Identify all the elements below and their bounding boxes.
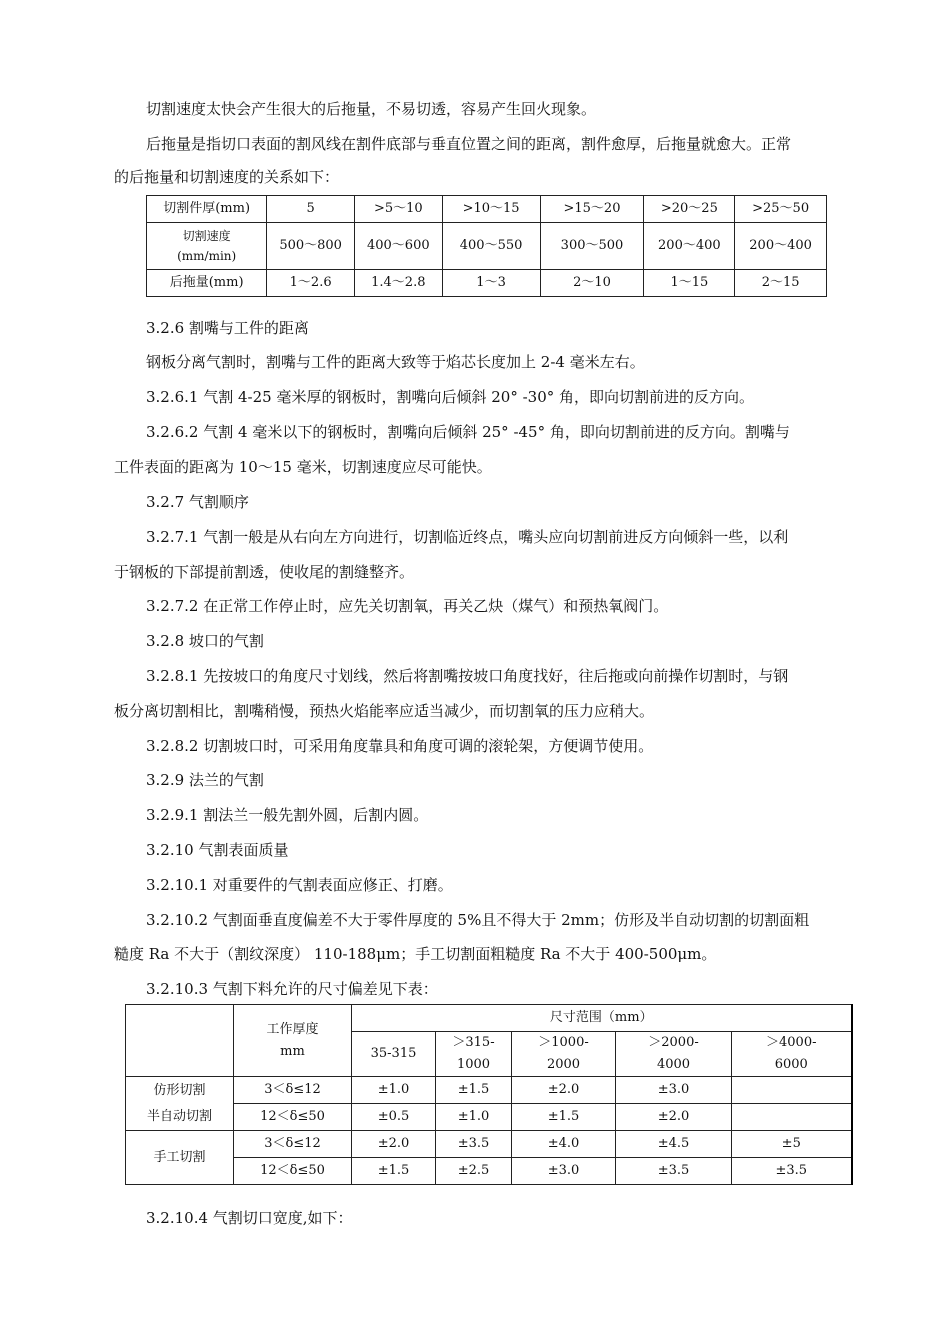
paragraph: 工件表面的距离为 10～15 毫米，切割速度应尽可能快。 (114, 458, 492, 476)
paragraph: 糙度 Ra 不大于（割纹深度） 110-188μm；手工切割面粗糙度 Ra 不大于 400-500μm。 (114, 945, 717, 963)
table-cell: ±3.5 (436, 1131, 512, 1158)
table-cell: ±2.0 (616, 1104, 732, 1131)
paragraph: 3.2.6.1 气割 4-25 毫米厚的钢板时，割嘴向后倾斜 20° -30° 角，即向切割前进的反方向。 (146, 388, 755, 406)
table-cell: 300～500 (540, 223, 644, 270)
label-line: ＞4000- (766, 1035, 817, 1050)
table-cell: 200～400 (644, 223, 735, 270)
table-header-cell: >25～50 (735, 196, 827, 223)
label-line: 4000 (656, 1057, 691, 1072)
cutting-speed-table (146, 195, 827, 297)
table-header-cell (234, 1005, 352, 1077)
paragraph: 3.2.6.2 气割 4 毫米以下的钢板时，割嘴向后倾斜 25° -45° 角，即向切割前进的反方向。割嘴与 (146, 423, 790, 441)
table-cell: 1～15 (644, 270, 735, 297)
label-line: 35-315 (370, 1046, 417, 1061)
table-header-cell: >10～15 (442, 196, 540, 223)
table-cell: ±1.0 (352, 1077, 436, 1104)
table-cell: 200～400 (735, 223, 827, 270)
section-heading: 3.2.8 坡口的气割 (146, 632, 264, 650)
table-corner-cell (126, 1005, 234, 1077)
table-cell: 400～550 (442, 223, 540, 270)
paragraph: 于钢板的下部提前割透，使收尾的割缝整齐。 (114, 563, 415, 581)
table-cell: 1～3 (442, 270, 540, 297)
label-line: (mm/min) (177, 249, 237, 263)
paragraph: 3.2.7.1 气割一般是从右向左方向进行，切割临近终点，嘴头应向切割前进反方向倾斜一些，以利 (146, 528, 789, 546)
table-cell: ±5 (732, 1131, 852, 1158)
table-header-cell (616, 1032, 732, 1077)
table-cell: ±3.5 (732, 1158, 852, 1185)
table-cell: 2～10 (540, 270, 644, 297)
table-cell: ±2.0 (352, 1131, 436, 1158)
table-cell: ±1.5 (436, 1077, 512, 1104)
table-cell: ±0.5 (352, 1104, 436, 1131)
paragraph: 切割速度太快会产生很大的后拖量，不易切透，容易产生回火现象。 (146, 100, 597, 118)
label-line: ＞1000- (538, 1035, 589, 1050)
table-cell: 1～2.6 (267, 270, 355, 297)
table-cell: ±1.5 (352, 1158, 436, 1185)
section-heading: 3.2.10 气割表面质量 (146, 841, 289, 859)
table-cell: 400～600 (354, 223, 442, 270)
label-line: 2000 (546, 1057, 581, 1072)
table-row-label (126, 1077, 234, 1131)
table-row-label (147, 223, 267, 270)
label-line: 仿形切割 (153, 1082, 206, 1098)
table-cell: ±3.0 (616, 1077, 732, 1104)
label-line: 1000 (456, 1057, 491, 1072)
table-cell: 3＜δ≤12 (234, 1131, 352, 1158)
table-header-cell (732, 1032, 852, 1077)
table-cell: ±2.5 (436, 1158, 512, 1185)
paragraph: 3.2.10.2 气割面垂直度偏差不大于零件厚度的 5%且不得大于 2mm；仿形及半自动切割的切割面粗 (146, 911, 810, 929)
paragraph: 3.2.10.1 对重要件的气割表面应修正、打磨。 (146, 876, 453, 894)
table-header-cell (436, 1032, 512, 1077)
section-heading: 3.2.6 割嘴与工件的距离 (146, 319, 309, 337)
table-header-cell: 切割件厚(mm) (147, 196, 267, 223)
table-header-cell (352, 1032, 436, 1077)
table-cell: ±1.5 (512, 1104, 616, 1131)
table-header-cell: >5～10 (354, 196, 442, 223)
paragraph: 的后拖量和切割速度的关系如下： (114, 168, 340, 186)
table-row-label: 手工切割 (126, 1131, 234, 1185)
paragraph: 钢板分离气割时，割嘴与工件的距离大致等于焰芯长度加上 2-4 毫米左右。 (146, 353, 645, 371)
table-cell: ±1.0 (436, 1104, 512, 1131)
section-heading: 3.2.7 气割顺序 (146, 493, 249, 511)
table-cell: 12＜δ≤50 (234, 1104, 352, 1131)
paragraph: 3.2.9.1 割法兰一般先割外圆，后割内圆。 (146, 806, 429, 824)
label-line: mm (280, 1043, 305, 1059)
table-header-cell: 5 (267, 196, 355, 223)
table-header-cell: 尺寸范围（mm） (352, 1005, 852, 1032)
label-line: 半自动切割 (146, 1108, 212, 1124)
table-cell: ±4.0 (512, 1131, 616, 1158)
table-header-cell: >20～25 (644, 196, 735, 223)
paragraph: 3.2.8.2 切割坡口时，可采用角度靠具和角度可调的滚轮架，方便调节使用。 (146, 737, 654, 755)
table-cell: ±2.0 (512, 1077, 616, 1104)
label-line: 6000 (774, 1057, 808, 1072)
paragraph: 3.2.10.4 气割切口宽度,如下： (146, 1209, 353, 1227)
table-cell: 2～15 (735, 270, 827, 297)
table-cell: ±3.5 (616, 1158, 732, 1185)
label-line: 工作厚度 (266, 1021, 319, 1037)
table-cell (732, 1077, 852, 1104)
paragraph: 板分离切割相比，割嘴稍慢，预热火焰能率应适当减少，而切割氧的压力应稍大。 (114, 702, 655, 720)
paragraph: 后拖量是指切口表面的割风线在割件底部与垂直位置之间的距离，割件愈厚，后拖量就愈大。正常 (146, 135, 792, 153)
paragraph: 3.2.8.1 先按坡口的角度尺寸划线，然后将割嘴按坡口角度找好，往后拖或向前操作切割时，与钢 (146, 667, 789, 685)
table-cell: 1.4～2.8 (354, 270, 442, 297)
table-cell: ±3.0 (512, 1158, 616, 1185)
table-cell (732, 1104, 852, 1131)
section-heading: 3.2.9 法兰的气割 (146, 771, 264, 789)
table-cell: 500～800 (267, 223, 355, 270)
table-header-cell: >15～20 (540, 196, 644, 223)
label-line: ＞315- (452, 1035, 495, 1050)
cutting-tolerance-table (125, 1004, 853, 1185)
table-cell: 3＜δ≤12 (234, 1077, 352, 1104)
table-cell: ±4.5 (616, 1131, 732, 1158)
label-line: 切割速度 (182, 229, 231, 243)
paragraph: 3.2.10.3 气割下料允许的尺寸偏差见下表： (146, 980, 438, 998)
table-row-label: 后拖量(mm) (147, 270, 267, 297)
label-line: ＞2000- (648, 1035, 699, 1050)
table-header-cell (512, 1032, 616, 1077)
table-cell: 12＜δ≤50 (234, 1158, 352, 1185)
paragraph: 3.2.7.2 在正常工作停止时，应先关切割氧，再关乙炔（煤气）和预热氧阀门。 (146, 597, 669, 615)
